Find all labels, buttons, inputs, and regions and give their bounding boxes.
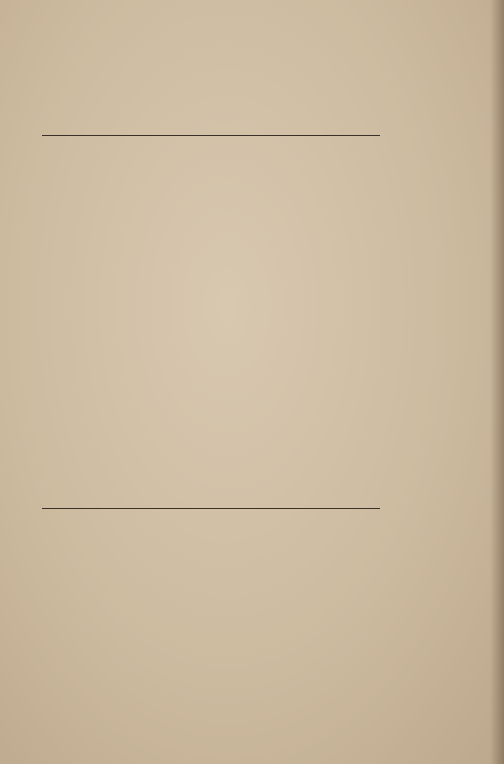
page-edge-shadow [490,0,504,764]
top-rule [42,135,380,136]
bottom-rule [42,508,380,509]
